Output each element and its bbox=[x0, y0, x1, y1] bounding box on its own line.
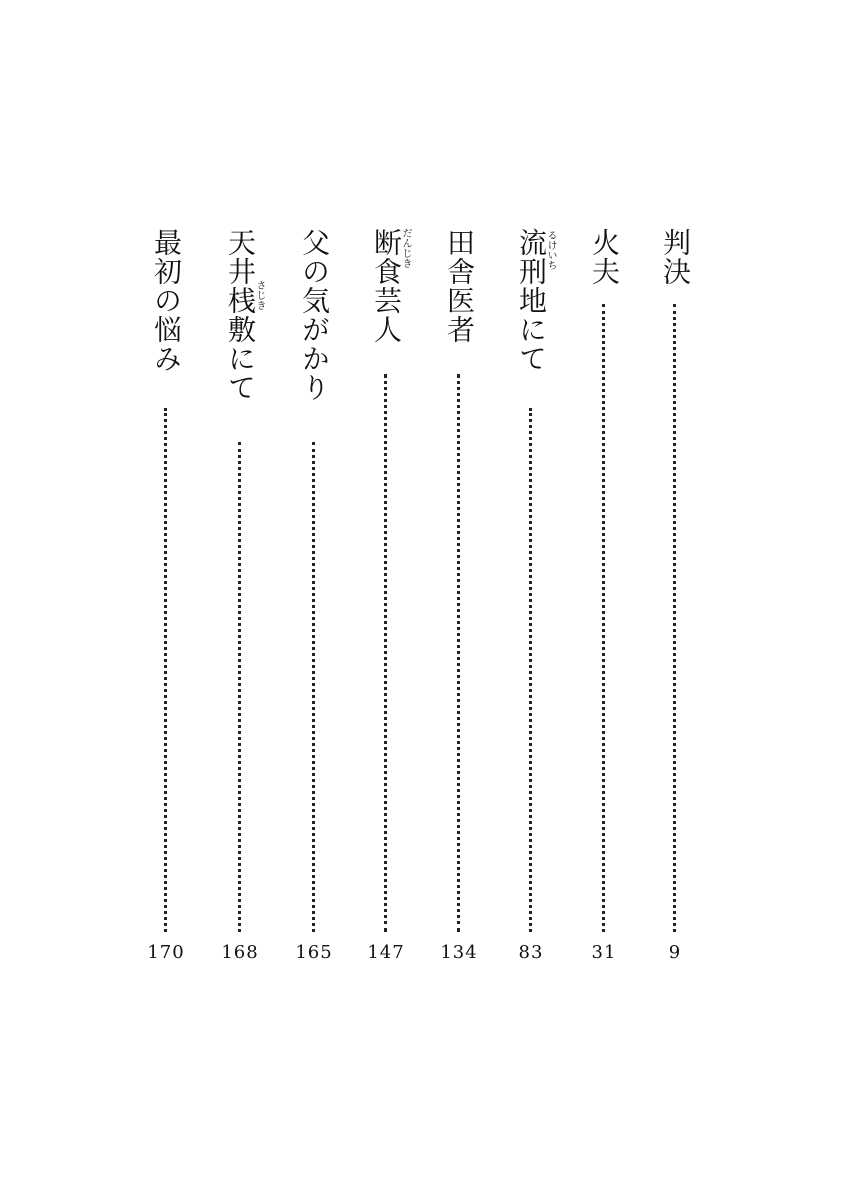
toc-entry[interactable] bbox=[289, 228, 339, 968]
dot-leader bbox=[673, 304, 676, 932]
toc-entry-title[interactable]: 田舎医者 bbox=[443, 228, 476, 344]
toc-entry-title[interactable]: 判決 bbox=[659, 228, 692, 286]
dot-leader bbox=[602, 304, 605, 932]
toc-entry-title[interactable]: 断食芸人 bbox=[370, 228, 403, 344]
dot-leader bbox=[384, 374, 387, 932]
toc-entry[interactable] bbox=[579, 228, 629, 968]
dot-leader bbox=[312, 442, 315, 932]
dot-leader bbox=[238, 442, 241, 932]
toc-entry[interactable] bbox=[361, 228, 411, 968]
toc-entry-title[interactable]: 流刑地にて bbox=[515, 228, 548, 373]
toc-entry-title[interactable]: 天井桟敷にて bbox=[224, 228, 257, 402]
toc-entry[interactable] bbox=[650, 228, 700, 968]
toc-entry[interactable] bbox=[141, 228, 191, 968]
toc-entry-title[interactable]: 父の気がかり bbox=[298, 228, 331, 402]
toc-page-number[interactable]: 83 bbox=[518, 942, 544, 963]
toc-page-number[interactable]: 147 bbox=[367, 942, 405, 963]
dot-leader bbox=[529, 408, 532, 932]
toc-page-number[interactable]: 31 bbox=[591, 942, 617, 963]
dot-leader bbox=[457, 374, 460, 932]
dot-leader bbox=[164, 408, 167, 932]
toc-page-number[interactable]: 165 bbox=[295, 942, 333, 963]
toc-page-number[interactable]: 9 bbox=[668, 942, 682, 963]
toc-page-number[interactable]: 134 bbox=[440, 942, 478, 963]
toc-page-number[interactable]: 170 bbox=[147, 942, 185, 963]
toc-entry[interactable] bbox=[506, 228, 556, 968]
toc-entry-title[interactable]: 火夫 bbox=[588, 228, 621, 286]
toc-entry[interactable] bbox=[434, 228, 484, 968]
ruby-annotation: さじき bbox=[254, 280, 265, 310]
toc-entry[interactable] bbox=[215, 228, 265, 968]
ruby-annotation: るけいち bbox=[545, 230, 556, 270]
toc-entry-title[interactable]: 最初の悩み bbox=[150, 228, 183, 373]
ruby-annotation: だんじき bbox=[400, 228, 411, 268]
toc-page-number[interactable]: 168 bbox=[221, 942, 259, 963]
